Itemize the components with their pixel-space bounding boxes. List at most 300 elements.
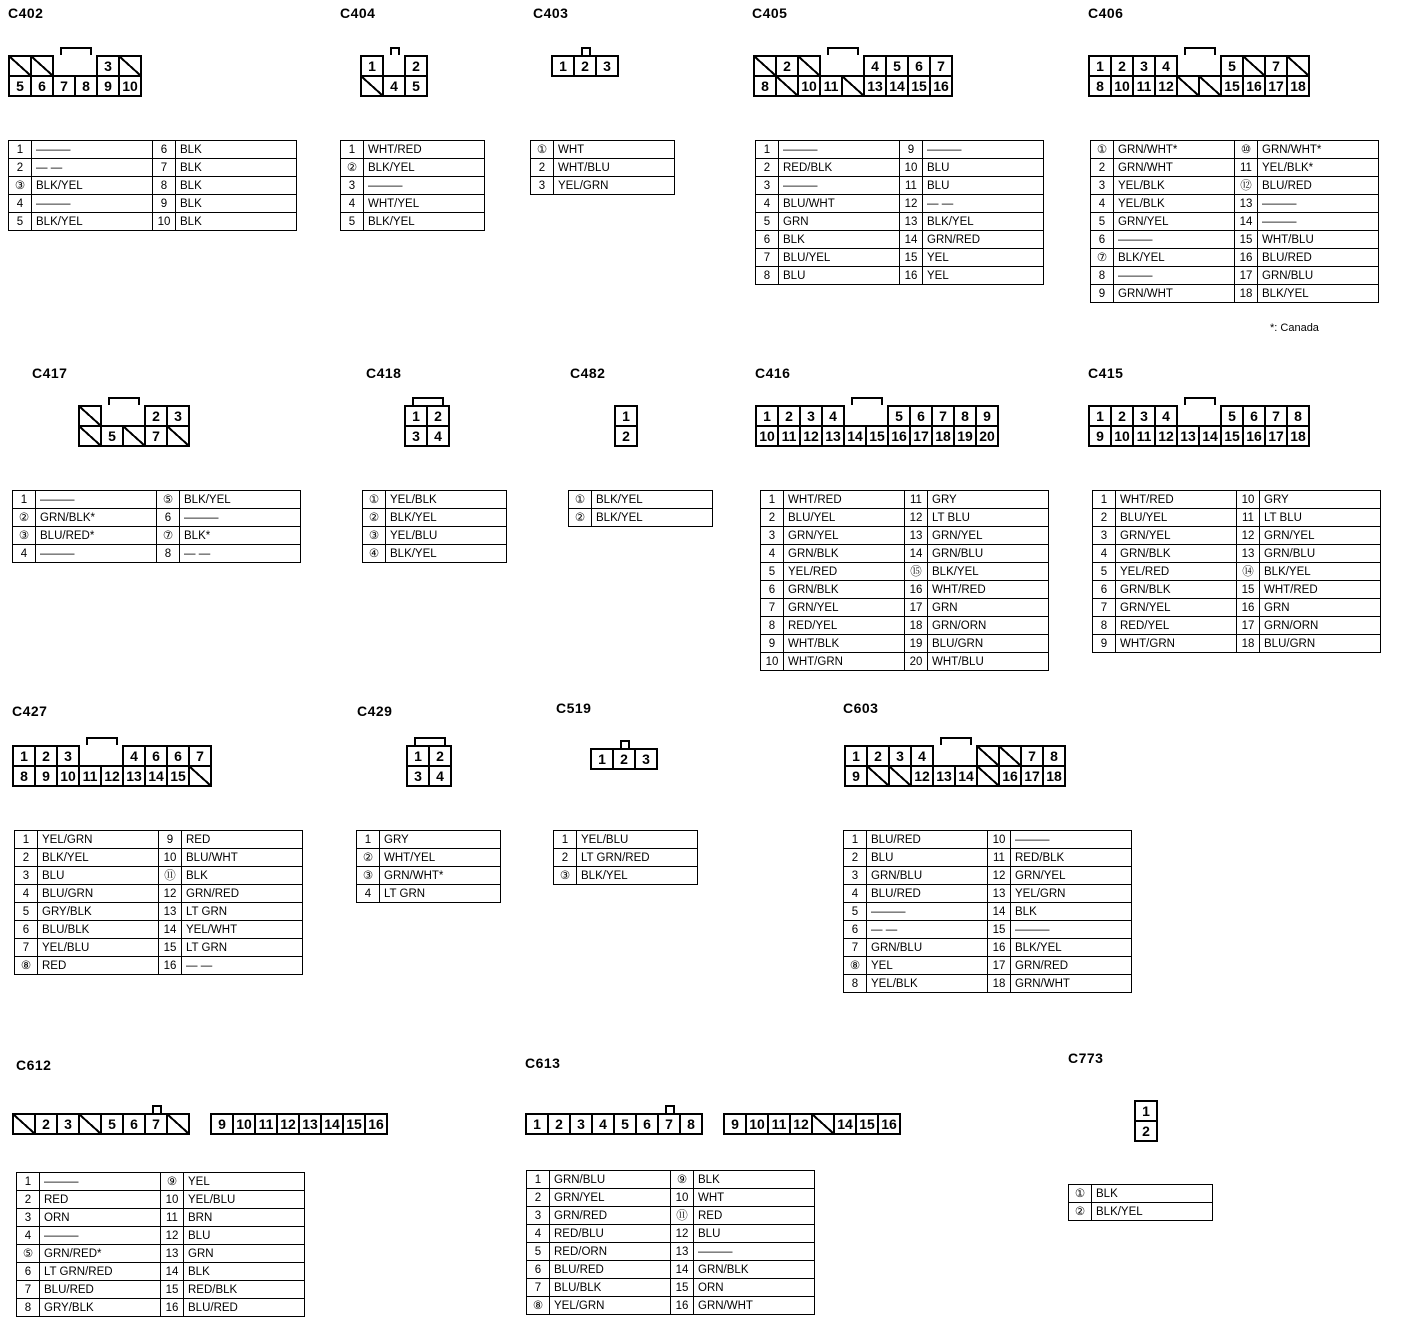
pin-number: 17 bbox=[1235, 267, 1258, 285]
table-row bbox=[15, 921, 303, 939]
c417-connector-face bbox=[80, 405, 190, 447]
wire-color: BLK bbox=[182, 867, 303, 885]
pin-number: 9 bbox=[1091, 285, 1114, 303]
table-row bbox=[13, 509, 301, 527]
wire-color: YEL/BLK bbox=[867, 975, 988, 993]
cavity-number: 10 bbox=[118, 75, 142, 97]
cavity-number: 9 bbox=[975, 405, 999, 427]
wire-color: ——— bbox=[40, 1227, 161, 1245]
wire-color: GRN/ORN bbox=[1260, 617, 1381, 635]
wire-color: RED/YEL bbox=[784, 617, 905, 635]
wire-color: GRN/BLU bbox=[1260, 545, 1381, 563]
wire-color: GRN/RED bbox=[182, 885, 303, 903]
cavity-number: 10 bbox=[232, 1113, 256, 1135]
wire-color: ——— bbox=[40, 1173, 161, 1191]
pin-number: 7 bbox=[153, 159, 176, 177]
pin-number: ③ bbox=[13, 527, 36, 545]
table-row bbox=[9, 177, 297, 195]
c404-connector-face bbox=[362, 55, 428, 97]
pin-number: 5 bbox=[756, 213, 779, 231]
pin-number: 15 bbox=[900, 249, 923, 267]
cavity-number: 11 bbox=[819, 75, 843, 97]
c404-lock-tab bbox=[390, 47, 400, 55]
pin-number: 12 bbox=[900, 195, 923, 213]
wire-color: ——— bbox=[1011, 921, 1132, 939]
wire-color: BLU/RED* bbox=[36, 527, 157, 545]
pin-number: 4 bbox=[17, 1227, 40, 1245]
table-row bbox=[341, 141, 485, 159]
wire-color: BLK* bbox=[180, 527, 301, 545]
pin-number: 1 bbox=[554, 831, 577, 849]
c402-lock-tab bbox=[60, 47, 92, 55]
wire-color: ——— bbox=[364, 177, 485, 195]
pin-number: 5 bbox=[9, 213, 32, 231]
pin-number: 3 bbox=[844, 867, 867, 885]
wire-color: BLK/YEL bbox=[32, 177, 153, 195]
c427-title: C427 bbox=[12, 703, 48, 719]
wire-color: ——— bbox=[36, 545, 157, 563]
cavity-number: 15 bbox=[1220, 75, 1244, 97]
c603-lock-tab bbox=[940, 737, 972, 745]
table-row bbox=[761, 491, 1049, 509]
wire-color: RED/BLK bbox=[184, 1281, 305, 1299]
wire-color: GRN/YEL bbox=[928, 527, 1049, 545]
pin-number: 3 bbox=[17, 1209, 40, 1227]
cavity-number: 12 bbox=[100, 765, 124, 787]
table-row bbox=[9, 159, 297, 177]
cavity-number: 10 bbox=[1110, 425, 1134, 447]
pin-number: ① bbox=[1069, 1185, 1092, 1203]
wire-color: BLU/BLK bbox=[550, 1279, 671, 1297]
pin-number: 5 bbox=[761, 563, 784, 581]
empty-cavity bbox=[811, 1113, 835, 1135]
cavity-number: 2 bbox=[866, 745, 890, 767]
table-row bbox=[13, 491, 301, 509]
pin-number: 18 bbox=[1235, 285, 1258, 303]
wire-color: GRN/YEL bbox=[1114, 213, 1235, 231]
pin-number: 4 bbox=[15, 885, 38, 903]
cavity-number: 3 bbox=[569, 1113, 593, 1135]
wire-color: BLU/GRN bbox=[1260, 635, 1381, 653]
wire-color: — — bbox=[867, 921, 988, 939]
table-row bbox=[761, 509, 1049, 527]
cavity-number: 12 bbox=[910, 765, 934, 787]
wire-color: ——— bbox=[694, 1243, 815, 1261]
wire-color: — — bbox=[182, 957, 303, 975]
pin-number: 13 bbox=[671, 1243, 694, 1261]
pin-number: ③ bbox=[357, 867, 380, 885]
connector-gap bbox=[100, 745, 124, 767]
wire-color: BLK bbox=[176, 195, 297, 213]
table-row bbox=[554, 831, 698, 849]
table-row bbox=[363, 509, 507, 527]
connector-gap bbox=[52, 55, 76, 77]
pin-number: 2 bbox=[1093, 509, 1116, 527]
pin-number: 4 bbox=[1093, 545, 1116, 563]
wire-color: YEL/RED bbox=[784, 563, 905, 581]
pin-number: ① bbox=[531, 141, 554, 159]
pin-number: ⑩ bbox=[1235, 141, 1258, 159]
wire-color: BLK/YEL bbox=[1114, 249, 1235, 267]
wire-color: GRN bbox=[1260, 599, 1381, 617]
c519-title: C519 bbox=[556, 700, 592, 716]
c613-lock-tab bbox=[665, 1105, 675, 1113]
pin-number: 9 bbox=[761, 635, 784, 653]
pin-number: 2 bbox=[9, 159, 32, 177]
wire-color: WHT/RED bbox=[364, 141, 485, 159]
cavity-number: 8 bbox=[1286, 405, 1310, 427]
pin-number: 16 bbox=[159, 957, 182, 975]
wire-color: WHT/RED bbox=[784, 491, 905, 509]
cavity-number: 13 bbox=[863, 75, 887, 97]
c418-pin-table bbox=[362, 490, 507, 563]
wire-color: GRN/RED* bbox=[40, 1245, 161, 1263]
table-row bbox=[15, 939, 303, 957]
c613-pin-table bbox=[526, 1170, 815, 1315]
wire-color: WHT/BLU bbox=[554, 159, 675, 177]
wire-color: BLK bbox=[176, 213, 297, 231]
cavity-number: 11 bbox=[254, 1113, 278, 1135]
pin-number: 12 bbox=[159, 885, 182, 903]
wire-color: ——— bbox=[1114, 231, 1235, 249]
wire-color: BLU/GRN bbox=[928, 635, 1049, 653]
wire-color: WHT/BLU bbox=[928, 653, 1049, 671]
pin-number: 4 bbox=[527, 1225, 550, 1243]
cavity-number: 2 bbox=[34, 1113, 58, 1135]
wire-color: GRY bbox=[928, 491, 1049, 509]
cavity-number: 3 bbox=[56, 1113, 80, 1135]
wire-color: GRN/WHT* bbox=[380, 867, 501, 885]
cavity-number: 4 bbox=[1154, 55, 1178, 77]
wire-color: YEL bbox=[923, 267, 1044, 285]
cavity-number: 1 bbox=[844, 745, 868, 767]
pin-number: ① bbox=[1091, 141, 1114, 159]
wire-color: WHT/RED bbox=[928, 581, 1049, 599]
pin-number: 17 bbox=[1237, 617, 1260, 635]
wire-color: RED bbox=[38, 957, 159, 975]
connector-gap bbox=[1176, 55, 1200, 77]
pin-number: 9 bbox=[1093, 635, 1116, 653]
table-row bbox=[1093, 527, 1381, 545]
empty-cavity bbox=[30, 55, 54, 77]
wire-color: GRN/BLK bbox=[1116, 545, 1237, 563]
connector-gap bbox=[1198, 55, 1222, 77]
wire-color: BLK bbox=[176, 141, 297, 159]
pin-number: 4 bbox=[844, 885, 867, 903]
c427-lock-tab bbox=[86, 737, 118, 745]
cavity-number: 20 bbox=[975, 425, 999, 447]
cavity-number: 8 bbox=[953, 405, 977, 427]
cavity-number: 1 bbox=[12, 745, 36, 767]
c402-title: C402 bbox=[8, 5, 44, 21]
table-row bbox=[761, 635, 1049, 653]
table-row bbox=[531, 141, 675, 159]
table-row bbox=[1093, 617, 1381, 635]
pin-number: 10 bbox=[900, 159, 923, 177]
wire-color: — — bbox=[32, 159, 153, 177]
table-row bbox=[844, 831, 1132, 849]
table-row bbox=[761, 653, 1049, 671]
wire-color: BLU bbox=[867, 849, 988, 867]
connector-gap bbox=[100, 405, 124, 427]
table-row bbox=[761, 527, 1049, 545]
wire-color: YEL bbox=[184, 1173, 305, 1191]
wire-color: GRN/BLU bbox=[550, 1171, 671, 1189]
pin-number: 8 bbox=[153, 177, 176, 195]
wire-color: WHT/YEL bbox=[380, 849, 501, 867]
pin-number: 15 bbox=[161, 1281, 184, 1299]
cavity-number: 5 bbox=[404, 75, 428, 97]
table-row bbox=[357, 867, 501, 885]
pin-number: 8 bbox=[761, 617, 784, 635]
cavity-number: 17 bbox=[1264, 425, 1288, 447]
cavity-number: 14 bbox=[1198, 425, 1222, 447]
wire-color: WHT/RED bbox=[1116, 491, 1237, 509]
table-row bbox=[13, 545, 301, 563]
pin-number: 12 bbox=[671, 1225, 694, 1243]
table-row bbox=[9, 213, 297, 231]
cavity-number: 9 bbox=[210, 1113, 234, 1135]
pin-number: 6 bbox=[527, 1261, 550, 1279]
pin-number: 10 bbox=[671, 1189, 694, 1207]
cavity-number: 5 bbox=[887, 405, 911, 427]
table-row bbox=[1091, 285, 1379, 303]
wire-color: YEL/BLU bbox=[38, 939, 159, 957]
pin-number: 4 bbox=[756, 195, 779, 213]
cavity-number: 3 bbox=[56, 745, 80, 767]
cavity-number: 8 bbox=[679, 1113, 703, 1135]
c416-connector-face bbox=[757, 405, 999, 447]
wire-color: GRY/BLK bbox=[40, 1299, 161, 1317]
c415-title: C415 bbox=[1088, 365, 1124, 381]
pin-number: 16 bbox=[900, 267, 923, 285]
cavity-number: 15 bbox=[1220, 425, 1244, 447]
wire-color: BRN bbox=[184, 1209, 305, 1227]
wire-color: BLK bbox=[779, 231, 900, 249]
pin-number: 11 bbox=[900, 177, 923, 195]
wire-color: BLU/YEL bbox=[779, 249, 900, 267]
c773-pin-table bbox=[1068, 1184, 1213, 1221]
cavity-number: 5 bbox=[885, 55, 909, 77]
cavity-number: 4 bbox=[910, 745, 934, 767]
empty-cavity bbox=[866, 765, 890, 787]
pin-number: 6 bbox=[756, 231, 779, 249]
pin-number: 4 bbox=[1091, 195, 1114, 213]
table-row bbox=[527, 1243, 815, 1261]
pin-number: 1 bbox=[357, 831, 380, 849]
cavity-number: 19 bbox=[953, 425, 977, 447]
wire-color: BLK/YEL bbox=[1092, 1203, 1213, 1221]
table-row bbox=[844, 921, 1132, 939]
table-row bbox=[554, 867, 698, 885]
cavity-number: 10 bbox=[797, 75, 821, 97]
table-row bbox=[15, 867, 303, 885]
pin-number: 3 bbox=[527, 1207, 550, 1225]
empty-cavity bbox=[998, 745, 1022, 767]
c415-pin-table bbox=[1092, 490, 1381, 653]
table-row bbox=[1093, 635, 1381, 653]
pin-number: 16 bbox=[988, 939, 1011, 957]
pin-number: 8 bbox=[756, 267, 779, 285]
table-row bbox=[357, 885, 501, 903]
wire-color: ——— bbox=[1258, 195, 1379, 213]
wire-color: YEL/GRN bbox=[38, 831, 159, 849]
wire-color: BLU bbox=[38, 867, 159, 885]
cavity-number: 16 bbox=[1242, 75, 1266, 97]
table-row bbox=[844, 903, 1132, 921]
cavity-number: 3 bbox=[96, 55, 120, 77]
wire-color: YEL/BLK bbox=[1114, 195, 1235, 213]
pin-number: 6 bbox=[844, 921, 867, 939]
cavity-number: 1 bbox=[590, 748, 614, 770]
cavity-number: 4 bbox=[821, 405, 845, 427]
empty-cavity bbox=[122, 425, 146, 447]
pin-number: 16 bbox=[1237, 599, 1260, 617]
wire-color: ——— bbox=[923, 141, 1044, 159]
wire-color: YEL/BLK bbox=[1114, 177, 1235, 195]
cavity-number: 15 bbox=[855, 1113, 879, 1135]
cavity-number: 3 bbox=[166, 405, 190, 427]
pin-number: 7 bbox=[15, 939, 38, 957]
table-row bbox=[15, 831, 303, 849]
cavity-number: 7 bbox=[1020, 745, 1044, 767]
table-row bbox=[756, 249, 1044, 267]
wire-color: BLK/YEL bbox=[386, 545, 507, 563]
empty-cavity bbox=[360, 75, 384, 97]
connector-gap bbox=[865, 405, 889, 427]
cavity-number: 13 bbox=[1176, 425, 1200, 447]
wire-color: GRN/YEL bbox=[784, 599, 905, 617]
cavity-number: 12 bbox=[1154, 425, 1178, 447]
connector-gap bbox=[1198, 405, 1222, 427]
cavity-number: 8 bbox=[1042, 745, 1066, 767]
pin-number: 10 bbox=[761, 653, 784, 671]
cavity-number: 3 bbox=[799, 405, 823, 427]
pin-number: 15 bbox=[1235, 231, 1258, 249]
cavity-number: 14 bbox=[144, 765, 168, 787]
pin-number: 16 bbox=[161, 1299, 184, 1317]
wire-color: RED bbox=[40, 1191, 161, 1209]
pin-number: ② bbox=[13, 509, 36, 527]
table-row bbox=[761, 545, 1049, 563]
pin-number: 11 bbox=[1237, 509, 1260, 527]
wire-color: ——— bbox=[1114, 267, 1235, 285]
table-row bbox=[531, 159, 675, 177]
pin-number: 5 bbox=[1091, 213, 1114, 231]
cavity-number: 15 bbox=[865, 425, 889, 447]
cavity-number: 2 bbox=[1110, 405, 1134, 427]
pin-number: 3 bbox=[761, 527, 784, 545]
wire-color: GRN/BLU bbox=[867, 939, 988, 957]
wire-color: BLU/WHT bbox=[182, 849, 303, 867]
wire-color: WHT bbox=[694, 1189, 815, 1207]
pin-number: 8 bbox=[1091, 267, 1114, 285]
pin-number: 6 bbox=[17, 1263, 40, 1281]
table-row bbox=[1069, 1203, 1213, 1221]
wire-color: GRN/WHT bbox=[1114, 285, 1235, 303]
cavity-number: 5 bbox=[8, 75, 32, 97]
wire-color: RED/BLK bbox=[1011, 849, 1132, 867]
wire-color: YEL bbox=[867, 957, 988, 975]
pin-number: 8 bbox=[1093, 617, 1116, 635]
empty-cavity bbox=[797, 55, 821, 77]
wire-color: LT GRN/RED bbox=[40, 1263, 161, 1281]
wire-color: LT GRN bbox=[182, 939, 303, 957]
table-row bbox=[756, 141, 1044, 159]
cavity-number: 11 bbox=[78, 765, 102, 787]
cavity-number: 16 bbox=[929, 75, 953, 97]
wire-color: BLK bbox=[694, 1171, 815, 1189]
pin-number: 16 bbox=[671, 1297, 694, 1315]
c405-title: C405 bbox=[752, 5, 788, 21]
table-row bbox=[527, 1225, 815, 1243]
wire-color: GRN bbox=[928, 599, 1049, 617]
wire-color: YEL/RED bbox=[1116, 563, 1237, 581]
pin-number: 2 bbox=[17, 1191, 40, 1209]
cavity-number: 6 bbox=[907, 55, 931, 77]
table-row bbox=[531, 177, 675, 195]
pin-number: 2 bbox=[554, 849, 577, 867]
empty-cavity bbox=[78, 1113, 102, 1135]
wire-color: GRN/WHT bbox=[1114, 159, 1235, 177]
wire-color: RED bbox=[182, 831, 303, 849]
table-row bbox=[1091, 213, 1379, 231]
c427-connector-face bbox=[14, 745, 212, 787]
pin-number: 7 bbox=[527, 1279, 550, 1297]
cavity-number: 7 bbox=[931, 405, 955, 427]
cavity-number: 7 bbox=[1264, 405, 1288, 427]
pin-number: 17 bbox=[905, 599, 928, 617]
pin-number: 6 bbox=[153, 141, 176, 159]
wire-color: — — bbox=[923, 195, 1044, 213]
wire-color: YEL/BLK bbox=[386, 491, 507, 509]
wire-color: BLU/YEL bbox=[784, 509, 905, 527]
pin-number: ⑪ bbox=[159, 867, 182, 885]
wire-color: BLK/YEL bbox=[923, 213, 1044, 231]
c402-pin-table bbox=[8, 140, 297, 231]
table-row bbox=[15, 849, 303, 867]
wire-color: GRN/BLU bbox=[928, 545, 1049, 563]
canada-footnote: *: Canada bbox=[1270, 322, 1319, 334]
empty-cavity bbox=[12, 1113, 36, 1135]
pin-number: 13 bbox=[161, 1245, 184, 1263]
pin-number: 5 bbox=[844, 903, 867, 921]
cavity-number: 12 bbox=[799, 425, 823, 447]
cavity-number: 2 bbox=[428, 745, 452, 767]
cavity-number: 7 bbox=[52, 75, 76, 97]
table-row bbox=[341, 159, 485, 177]
pin-number: 1 bbox=[756, 141, 779, 159]
wire-color: LT BLU bbox=[1260, 509, 1381, 527]
wire-color: BLU/WHT bbox=[779, 195, 900, 213]
c417-title: C417 bbox=[32, 365, 68, 381]
empty-cavity bbox=[753, 55, 777, 77]
cavity-number: 7 bbox=[144, 1113, 168, 1135]
wire-color: RED/YEL bbox=[1116, 617, 1237, 635]
table-row bbox=[357, 831, 501, 849]
cavity-number: 14 bbox=[833, 1113, 857, 1135]
connector-gap bbox=[122, 405, 146, 427]
cavity-number: 8 bbox=[753, 75, 777, 97]
c416-lock-tab bbox=[851, 397, 883, 405]
c405-connector-face bbox=[755, 55, 953, 97]
wire-color: BLK/YEL bbox=[386, 509, 507, 527]
c427-pin-table bbox=[14, 830, 303, 975]
pin-number: ② bbox=[569, 509, 592, 527]
c612-pin-table bbox=[16, 1172, 305, 1317]
cavity-number: 7 bbox=[929, 55, 953, 77]
cavity-number: 2 bbox=[614, 425, 638, 447]
